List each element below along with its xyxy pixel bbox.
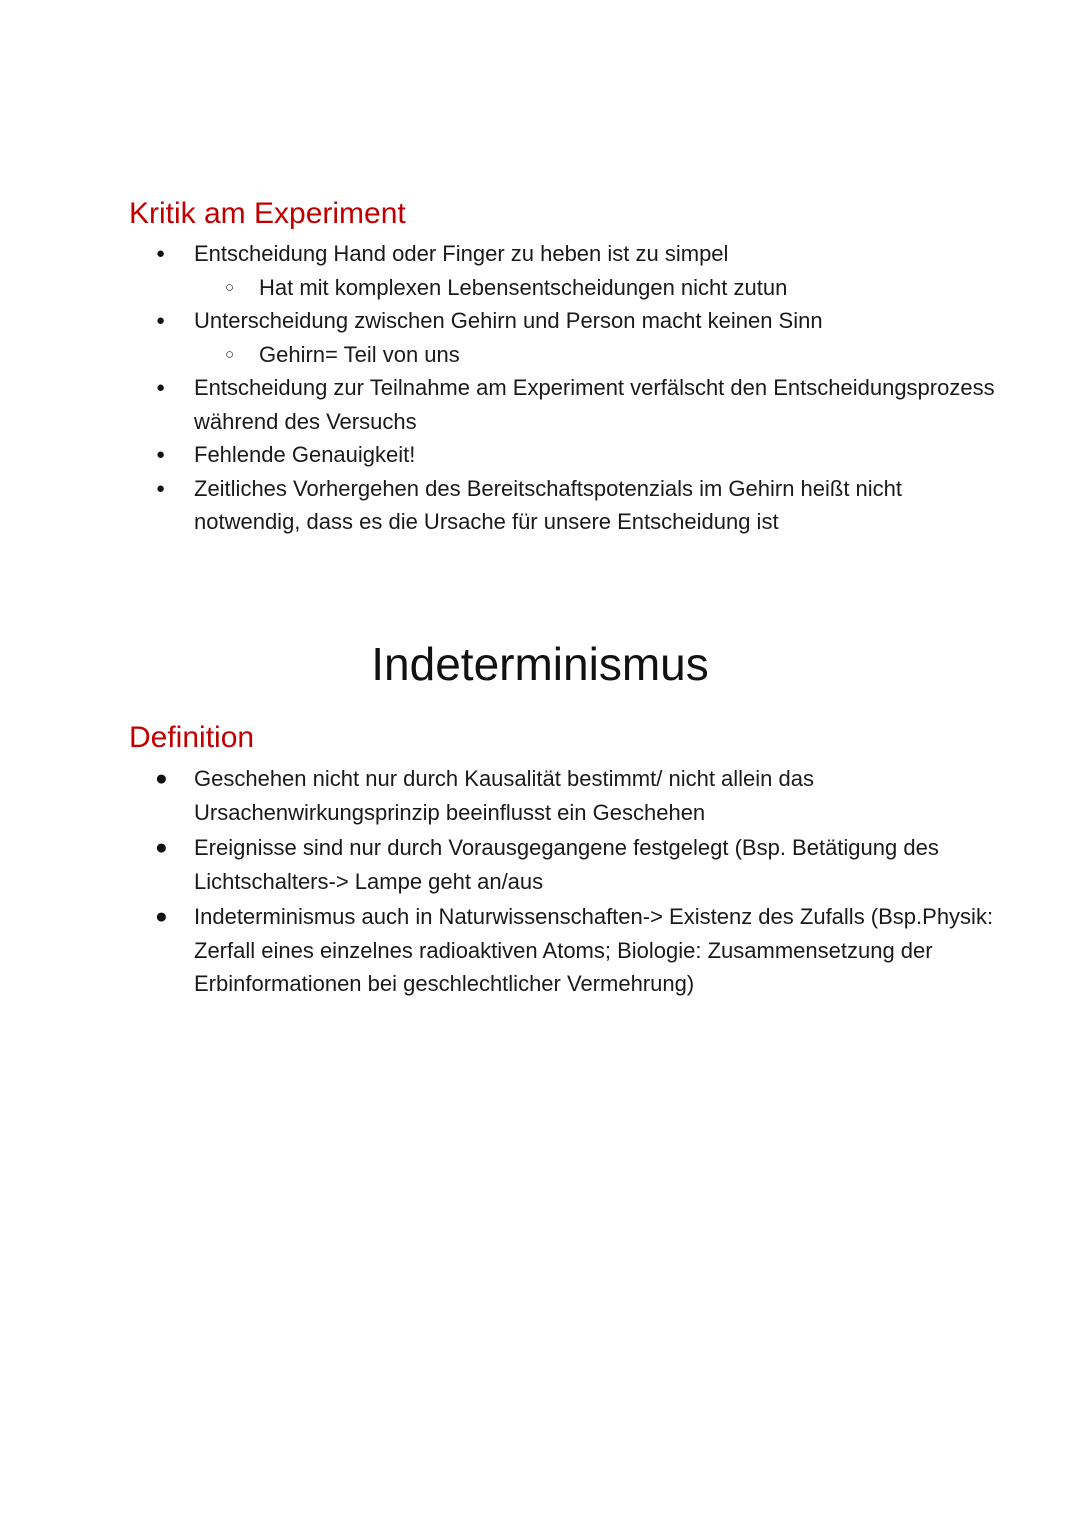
list-item-text: Entscheidung zur Teilnahme am Experiment verfälscht den Entscheidungsprozess während des Versuchs [194,375,995,434]
bullet-icon: ● [156,479,166,497]
list-item [0,472,1000,539]
list-item [0,371,1000,438]
list-item [0,338,1000,372]
list-item [0,831,1000,898]
list-item-text: Fehlende Genauigkeit! [194,442,416,467]
page-title: Indeterminismus [371,638,709,690]
sub-bullet-icon: ○ [225,345,235,363]
list-item [0,438,1000,472]
list-item-text: Gehirn= Teil von uns [259,341,460,367]
definition-bullet-list [0,762,1000,1001]
sub-bullet-icon: ○ [225,278,235,296]
section-heading-kritik: Kritik am Experiment [129,197,406,230]
list-item-text: Zeitliches Vorhergehen des Bereitschaftspotenzials im Gehirn heißt nicht notwendig, dass es die Ursache für unsere Entscheidung ist [194,475,903,534]
bullet-icon: ● [156,245,166,262]
bullet-icon: ● [155,767,168,790]
list-item-text: Indeterminismus auch in Naturwissenschaften-> Existenz des Zufalls (Bsp.Physik: Zerfall eines einzelnes radioaktiven Atoms; Biologie: Zusammensetzung der Erbinformationen bei geschlechtlicher Vermehrung) [194,904,994,996]
list-item [0,762,1000,829]
list-item-text: Ereignisse sind nur durch Vorausgegangene festgelegt (Bsp. Betätigung des Lichtschalters-> Lampe geht an/aus [194,835,939,894]
bullet-icon: ● [156,312,166,329]
list-item [0,304,1000,338]
bullet-icon: ● [155,836,168,859]
list-item-text: Entscheidung Hand oder Finger zu heben ist zu simpel [194,241,729,266]
list-item-text: Unterscheidung zwischen Gehirn und Person macht keinen Sinn [194,308,823,333]
section-heading-definition: Definition [129,721,255,754]
list-item [0,271,1000,305]
bullet-icon: ● [155,905,168,928]
list-item-text: Geschehen nicht nur durch Kausalität bestimmt/ nicht allein das Ursachenwirkungsprinzip beeinflusst ein Geschehen [194,766,814,825]
bullet-icon: ● [156,446,166,463]
list-item [0,900,1000,1001]
list-item-text: Hat mit komplexen Lebensentscheidungen nicht zutun [259,274,788,300]
list-item [0,237,1000,271]
bullet-icon: ● [156,379,166,396]
kritik-bullet-list [0,237,1000,539]
